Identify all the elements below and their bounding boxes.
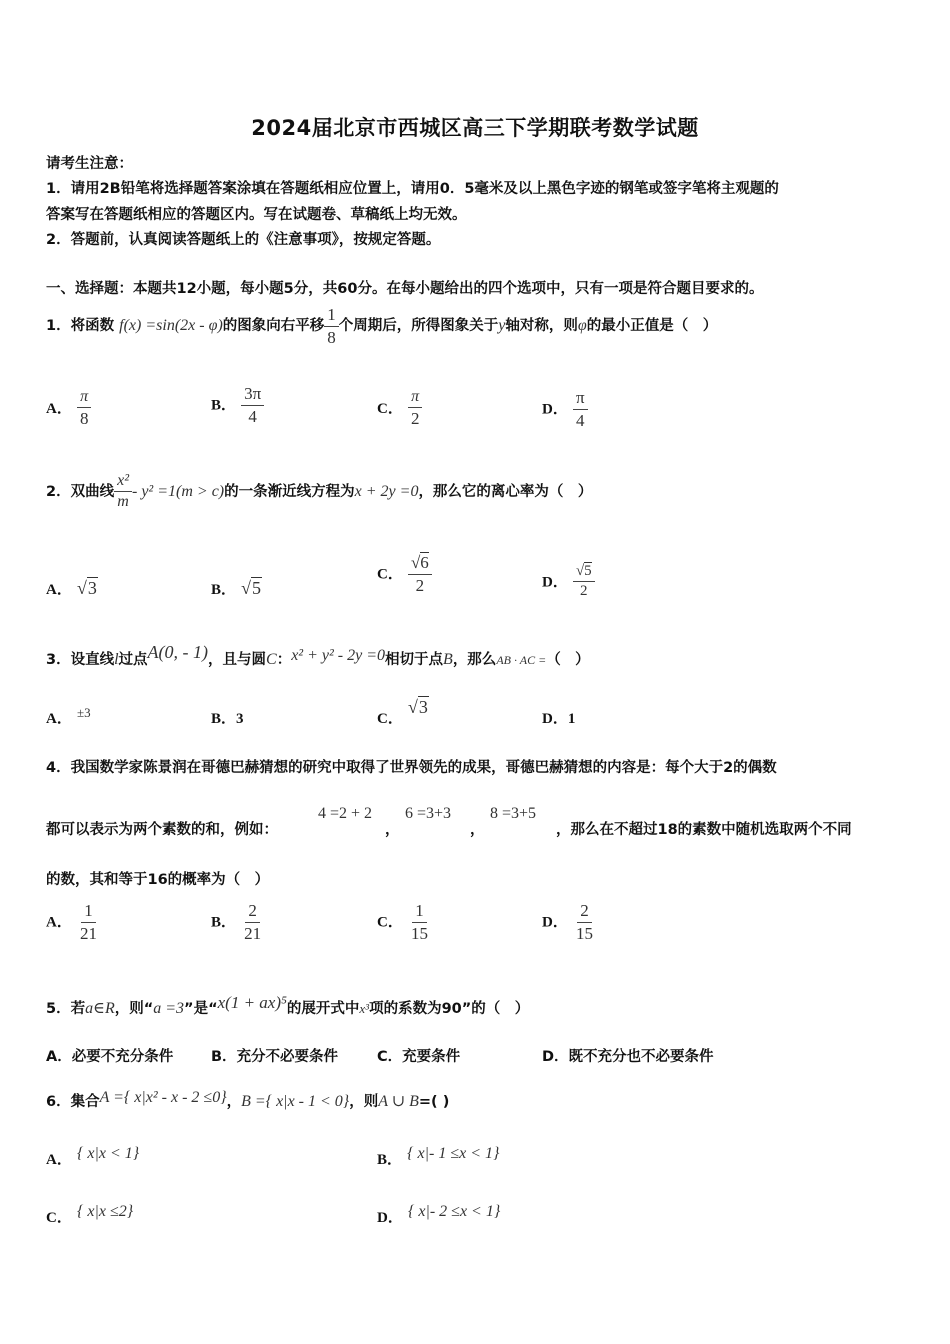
example-3: 8 =3+5 bbox=[490, 805, 537, 822]
option-6a[interactable] bbox=[46, 1145, 140, 1169]
fraction bbox=[573, 901, 596, 943]
option-3c[interactable] bbox=[377, 697, 429, 727]
stem-text: 的一条渐近线方程为 bbox=[224, 483, 355, 500]
option-label: D． bbox=[542, 401, 568, 418]
stem-text: （ ） bbox=[546, 652, 590, 668]
option-2c[interactable] bbox=[377, 553, 432, 595]
option-label: D． bbox=[542, 574, 568, 591]
numerator: 1 bbox=[412, 901, 427, 923]
stem-text: ，那么 bbox=[452, 652, 497, 668]
stem-text: ， bbox=[226, 1094, 242, 1110]
option-label: B． bbox=[211, 582, 237, 598]
question-5 bbox=[46, 993, 530, 1018]
fraction bbox=[114, 472, 132, 512]
vector-dot-product: AB · AC = bbox=[496, 653, 547, 667]
stem-text: 我国数学家陈景润在哥德巴赫猜想的研究中取得了世界领先的成果，哥德巴赫猜想的内容是：每个大于2的偶数 bbox=[70, 760, 777, 776]
option-2d[interactable] bbox=[542, 563, 595, 601]
math-var: C bbox=[266, 651, 277, 668]
notice-item-2: 2．答题前，认真阅读答题纸上的《注意事项》，按规定答题。 bbox=[46, 232, 441, 248]
denominator: 21 bbox=[79, 923, 97, 943]
radicand: 3 bbox=[418, 697, 428, 717]
option-4a[interactable] bbox=[46, 901, 100, 943]
question-number: 2． bbox=[46, 483, 71, 500]
math-expression: x² + y² - 2y =0 bbox=[291, 647, 386, 664]
math-var: B bbox=[443, 651, 453, 668]
math-expression: a∈R bbox=[85, 1000, 115, 1017]
math-expression: A(0, - 1) bbox=[147, 642, 209, 662]
option-3a[interactable] bbox=[46, 707, 91, 728]
stem-text: ，则“ bbox=[114, 1001, 154, 1017]
option-label: A． bbox=[46, 1049, 72, 1065]
page-title: 2024届北京市西城区高三下学期联考数学试题 bbox=[251, 116, 699, 140]
question-1 bbox=[46, 305, 717, 347]
option-5d[interactable] bbox=[542, 1045, 714, 1066]
stem-text: 个周期后，所得图象关于 bbox=[338, 318, 499, 335]
stem-text: 将函数 bbox=[70, 318, 115, 335]
option-3d[interactable] bbox=[542, 707, 575, 728]
set-expression: B ={ x|x - 1 < 0} bbox=[241, 1093, 350, 1110]
option-label: C． bbox=[377, 914, 403, 931]
sqrt: √5 bbox=[241, 578, 261, 598]
option-label: D． bbox=[542, 711, 568, 727]
option-2b[interactable] bbox=[211, 578, 262, 599]
question-3 bbox=[46, 642, 590, 669]
fraction bbox=[408, 388, 423, 429]
question-number: 3． bbox=[46, 652, 71, 668]
option-6b[interactable] bbox=[377, 1145, 500, 1169]
stem-text: ： bbox=[276, 652, 292, 668]
option-value: { x|- 2 ≤x < 1} bbox=[407, 1203, 501, 1220]
stem-text: 设直线 bbox=[70, 652, 115, 668]
question-4-line-2 bbox=[46, 818, 278, 839]
comma: ， bbox=[470, 822, 485, 838]
denominator: 2 bbox=[410, 409, 420, 429]
stem-text: 过点 bbox=[118, 652, 148, 668]
stem-text: 项的系数为90”的（ ） bbox=[369, 1001, 530, 1017]
radicand: 6 bbox=[420, 553, 429, 572]
radicand: 5 bbox=[584, 563, 592, 579]
option-label: B． bbox=[211, 1049, 237, 1065]
option-1a[interactable] bbox=[46, 388, 91, 429]
option-5b[interactable] bbox=[211, 1045, 338, 1066]
math-expression: - y² =1(m > c) bbox=[132, 482, 225, 500]
option-5a[interactable] bbox=[46, 1045, 173, 1066]
option-label: A． bbox=[46, 1152, 72, 1168]
stem-text: 的展开式中 bbox=[286, 1001, 360, 1017]
option-label: A． bbox=[46, 582, 72, 598]
option-label: D． bbox=[542, 1049, 569, 1065]
denominator: 4 bbox=[575, 410, 585, 430]
notice-item-1-cont: 答案写在答题纸相应的答题区内。写在试题卷、草稿纸上均无效。 bbox=[46, 207, 467, 223]
stem-text: 双曲线 bbox=[70, 483, 115, 500]
option-value: 必要不充分条件 bbox=[71, 1049, 174, 1065]
option-4d[interactable] bbox=[542, 901, 596, 943]
option-4b[interactable] bbox=[211, 901, 264, 943]
option-value: 1 bbox=[567, 711, 576, 727]
fraction bbox=[408, 901, 431, 943]
stem-text: ，则 bbox=[349, 1094, 379, 1110]
option-6c[interactable] bbox=[46, 1203, 134, 1227]
option-label: A． bbox=[46, 914, 72, 931]
question-number: 5． bbox=[46, 1001, 71, 1017]
notice-item-1: 1．请用2B铅笔将选择题答案涂填在答题纸相应位置上，请用0．5毫米及以上黑色字迹的钢笔或签字笔将主观题的 bbox=[46, 181, 779, 197]
fraction bbox=[241, 384, 264, 426]
denominator: 21 bbox=[244, 923, 262, 943]
option-label: A． bbox=[46, 711, 72, 727]
denominator: m bbox=[117, 493, 129, 511]
question-4-line-3: 的数，其和等于16的概率为（ ） bbox=[46, 872, 270, 888]
stem-text: 的最小正值是（ ） bbox=[586, 318, 718, 335]
numerator: 2 bbox=[245, 901, 260, 923]
option-label: C． bbox=[46, 1210, 72, 1226]
option-1b[interactable] bbox=[211, 384, 264, 426]
denominator: 8 bbox=[327, 327, 336, 347]
option-label: C． bbox=[377, 400, 403, 417]
numerator: π bbox=[77, 388, 91, 408]
option-value: { x|x < 1} bbox=[76, 1145, 140, 1162]
option-label: D． bbox=[542, 914, 568, 931]
math-expression: A ∪ B bbox=[378, 1093, 419, 1110]
question-number: 1． bbox=[46, 318, 71, 335]
option-value: 充要条件 bbox=[402, 1049, 461, 1065]
stem-text: =( ) bbox=[418, 1094, 450, 1110]
option-label: A． bbox=[46, 400, 72, 417]
option-value: 既不充分也不必要条件 bbox=[568, 1049, 714, 1065]
fraction bbox=[241, 901, 264, 943]
option-value: 充分不必要条件 bbox=[236, 1049, 339, 1065]
stem-text: 都可以表示为两个素数的和，例如： bbox=[46, 822, 278, 838]
option-label: C． bbox=[377, 1049, 403, 1065]
stem-text: ，那么它的离心率为（ ） bbox=[418, 483, 593, 500]
math-expression: f(x) =sin(2x - φ) bbox=[119, 317, 223, 335]
option-label: D． bbox=[377, 1210, 403, 1226]
option-label: C． bbox=[377, 711, 403, 727]
fraction: $\frac{√6}{2}$ bbox=[408, 553, 432, 595]
numerator: 1 bbox=[324, 305, 339, 327]
option-5c[interactable] bbox=[377, 1045, 460, 1066]
stem-text: ”是“ bbox=[184, 1001, 218, 1017]
option-4c[interactable] bbox=[377, 901, 431, 943]
fraction bbox=[77, 388, 92, 429]
section-heading: 一、选择题：本题共12小题，每小题5分，共60分。在每小题给出的四个选项中，只有一项是符合题目要求的。 bbox=[46, 281, 764, 297]
denominator: 15 bbox=[575, 923, 593, 943]
example-1: 4 =2 + 2 bbox=[318, 805, 373, 822]
option-3b[interactable] bbox=[211, 707, 244, 728]
question-number: 4． bbox=[46, 760, 71, 776]
example-2: 6 =3+3 bbox=[405, 805, 452, 822]
stem-text: 集合 bbox=[70, 1094, 100, 1110]
numerator: x² bbox=[114, 472, 132, 492]
numerator: 3π bbox=[241, 384, 264, 406]
option-label: B． bbox=[211, 397, 237, 414]
radicand: 3 bbox=[87, 578, 97, 598]
question-number: 6． bbox=[46, 1094, 71, 1110]
option-label: B． bbox=[211, 711, 237, 727]
denominator: 8 bbox=[79, 409, 89, 429]
option-label: B． bbox=[211, 914, 237, 931]
question-2 bbox=[46, 472, 592, 512]
sqrt: √3 bbox=[76, 578, 97, 598]
radicand: 5 bbox=[252, 578, 261, 598]
option-value: { x|x ≤2} bbox=[76, 1203, 134, 1220]
option-1c[interactable] bbox=[377, 388, 422, 429]
math-expression: a =3 bbox=[153, 1000, 185, 1017]
stem-text: ，且与圆 bbox=[208, 652, 267, 668]
stem-text: 轴对称，则 bbox=[505, 318, 578, 335]
fraction bbox=[324, 305, 339, 347]
stem-text: 的图象向右平移 bbox=[222, 318, 325, 335]
stem-text: 若 bbox=[70, 1001, 86, 1017]
denominator: 15 bbox=[410, 923, 428, 943]
set-expression: A ={ x|x² - x - 2 ≤0} bbox=[99, 1089, 227, 1106]
option-value: ±3 bbox=[76, 705, 91, 720]
sqrt: √3 bbox=[407, 697, 428, 717]
numerator: 1 bbox=[81, 901, 96, 923]
numerator: 2 bbox=[577, 901, 592, 923]
question-4-line-2-end: ，那么在不超过18的素数中随机选取两个不同 bbox=[556, 822, 852, 838]
option-6d[interactable] bbox=[377, 1203, 501, 1227]
math-expression: x³ bbox=[359, 1001, 370, 1016]
math-var: φ bbox=[577, 317, 587, 335]
math-var: l bbox=[114, 651, 119, 668]
option-2a[interactable] bbox=[46, 578, 98, 599]
math-expression: x(1 + ax)⁵ bbox=[217, 993, 287, 1012]
math-expression: x + 2y =0 bbox=[354, 482, 419, 500]
option-1d[interactable] bbox=[542, 388, 588, 430]
stem-text: 相切于点 bbox=[385, 652, 444, 668]
option-value: { x|- 1 ≤x < 1} bbox=[407, 1145, 500, 1162]
math-var: y bbox=[498, 317, 506, 335]
denominator: 2 bbox=[415, 575, 425, 595]
option-label: B． bbox=[377, 1152, 403, 1168]
question-6 bbox=[46, 1090, 449, 1111]
option-label: C． bbox=[377, 566, 403, 583]
fraction: $\frac{√5}{2}$ bbox=[573, 563, 595, 601]
option-value: 3 bbox=[236, 711, 244, 727]
denominator: 2 bbox=[580, 583, 588, 600]
numerator: π bbox=[408, 388, 422, 408]
notice-heading: 请考生注意： bbox=[46, 156, 133, 172]
numerator: π bbox=[573, 388, 588, 410]
fraction bbox=[77, 901, 100, 943]
comma: ， bbox=[385, 822, 400, 838]
fraction bbox=[573, 388, 588, 430]
denominator: 4 bbox=[248, 406, 257, 426]
question-4-line-1 bbox=[46, 756, 777, 777]
